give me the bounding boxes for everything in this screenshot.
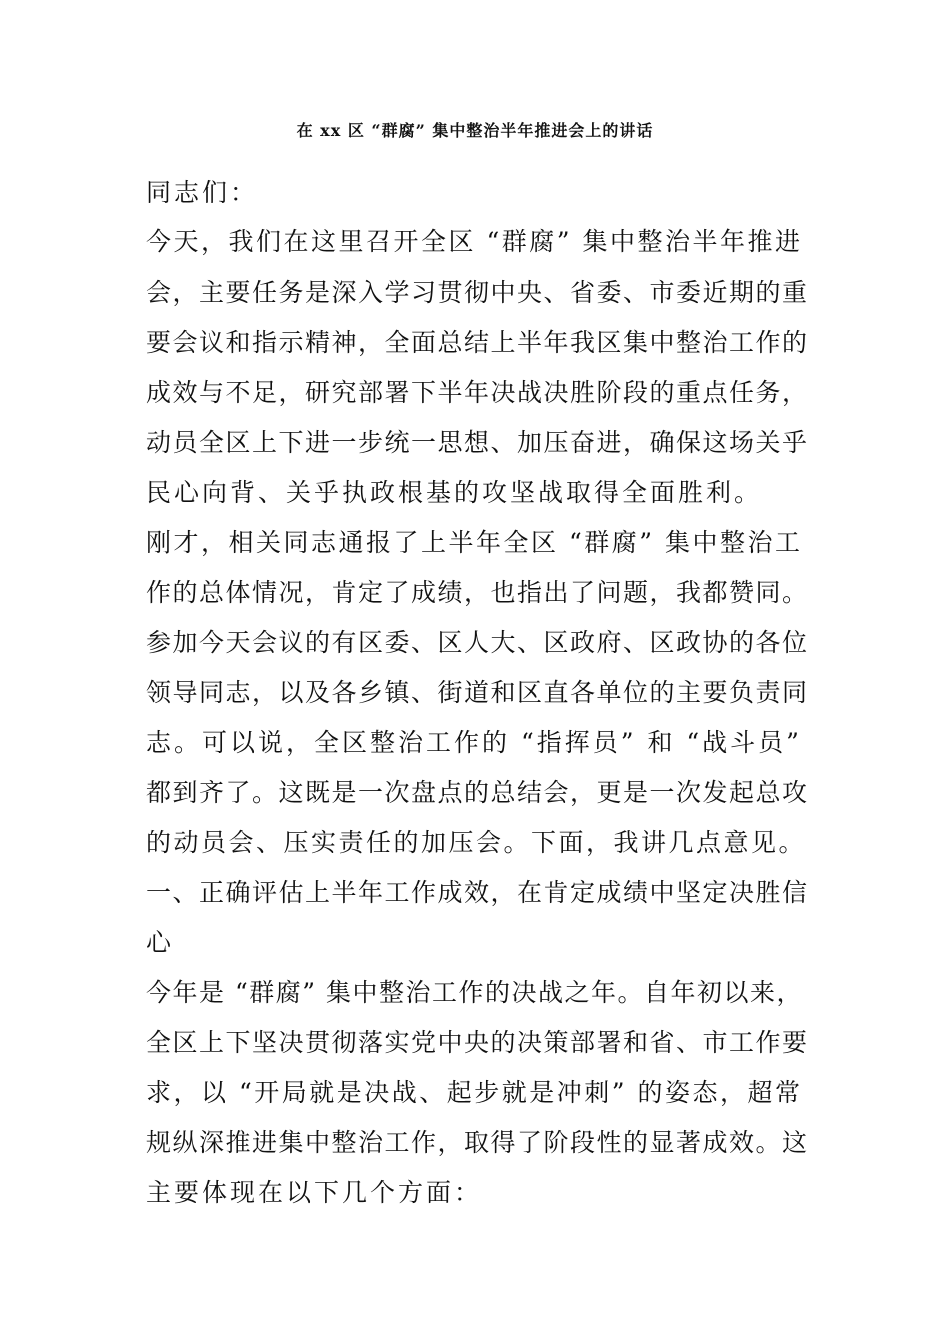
text-line: 今天，我们在这里召开全区 “群腐” 集中整治半年推进 (146, 227, 803, 256)
document-title: 在 xx 区 “群腐” 集中整治半年推进会上的讲话 (296, 121, 654, 140)
text-line: 要会议和指示精神，全面总结上半年我区集中整治工作的 (146, 328, 809, 357)
text-line: 刚才，相关同志通报了上半年全区 “群腐” 集中整治工 (146, 528, 803, 557)
text-line: 今年是 “群腐” 集中整治工作的决战之年。自年初以来， (146, 978, 803, 1007)
text-line: 主要体现在以下几个方面： (146, 1178, 483, 1207)
text-line: 领导同志，以及各乡镇、街道和区直各单位的主要负责同 (146, 678, 809, 707)
text-line: 全区上下坚决贯彻落实党中央的决策部署和省、市工作要 (146, 1028, 809, 1057)
text-line: 的动员会、压实责任的加压会。下面，我讲几点意见。 (146, 828, 807, 857)
text-line: 成效与不足，研究部署下半年决战决胜阶段的重点任务， (146, 378, 809, 407)
section-heading: 一、正确评估上半年工作成效，在肯定成绩中坚定决胜信 (146, 878, 809, 907)
text-line: 作的总体情况，肯定了成绩，也指出了问题，我都赞同。 (146, 578, 809, 607)
text-line: 规纵深推进集中整治工作，取得了阶段性的显著成效。这 (146, 1128, 809, 1157)
text-line: 民心向背、关乎执政根基的攻坚战取得全面胜利。 (146, 478, 763, 507)
text-line: 会，主要任务是深入学习贯彻中央、省委、市委近期的重 (146, 278, 809, 307)
text-line: 求，以 “开局就是决战、起步就是冲刺” 的姿态，超常 (146, 1078, 803, 1107)
text-line: 动员全区上下进一步统一思想、加压奋进，确保这场关乎 (146, 428, 809, 457)
text-line: 同志们： (146, 178, 259, 207)
text-line: 志。可以说，全区整治工作的 “指挥员” 和 “战斗员” (146, 728, 802, 757)
section-heading: 心 (146, 928, 175, 957)
text-line: 参加今天会议的有区委、区人大、区政府、区政协的各位 (146, 628, 809, 657)
text-line: 都到齐了。这既是一次盘点的总结会，更是一次发起总攻 (146, 778, 809, 807)
